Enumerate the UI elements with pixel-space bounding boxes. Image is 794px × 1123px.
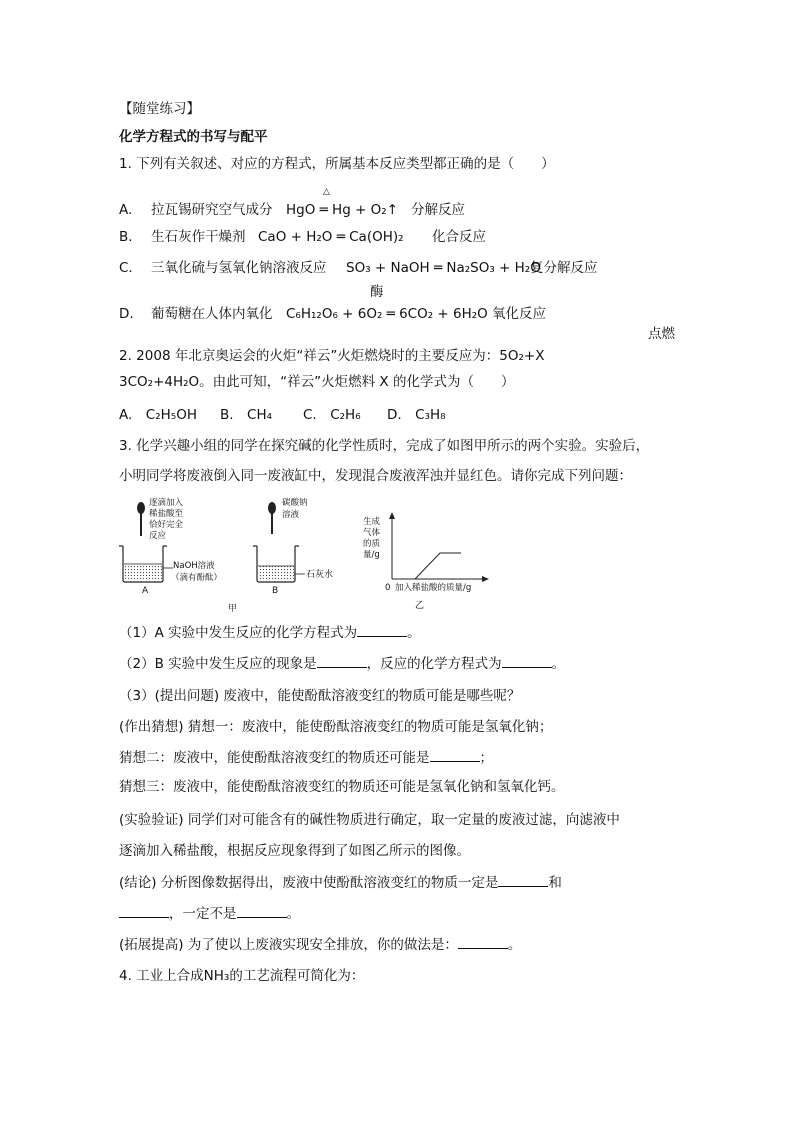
- dropper-bulb-a: [137, 502, 145, 514]
- svg-text:恰好完全: 恰好完全: [149, 520, 184, 530]
- q3-figure: [115, 496, 495, 614]
- beaker-a: [119, 497, 222, 596]
- label-jia: 甲: [228, 604, 238, 614]
- q3-guess3: 猜想三：废液中，能使酚酞溶液变红的物质还可能是氢氧化钠和氢氧化钙。: [119, 779, 565, 795]
- svg-text:B: B: [272, 586, 279, 596]
- answer-blank[interactable]: [502, 655, 552, 668]
- svg-text:碳酸钠: 碳酸钠: [282, 498, 308, 508]
- q3-intro-2: 小明同学将废液倒入同一废液缸中，发现混合废液浑浊并显红色。请你完成下列问题：: [119, 468, 632, 484]
- svg-text:稀盐酸至: 稀盐酸至: [149, 509, 184, 519]
- heat-mark: △: [323, 187, 330, 197]
- ignite-mark: 点燃: [648, 326, 675, 342]
- q3-guess2: 猜想二：废液中，能使酚酞溶液变红的物质还可能是 ；: [119, 750, 493, 766]
- svg-text:NaOH溶液: NaOH溶液: [173, 561, 215, 571]
- answer-blank[interactable]: [237, 905, 287, 918]
- q1-stem: 1. 下列有关叙述、对应的方程式，所属基本反应类型都正确的是（ ）: [119, 156, 555, 172]
- svg-text:石灰水: 石灰水: [306, 570, 334, 580]
- enzyme-mark: 酶: [370, 284, 384, 300]
- answer-blank[interactable]: [498, 874, 548, 887]
- q3-sub3: （3）(提出问题) 废液中，能使酚酞溶液变红的物质可能是哪些呢？: [119, 688, 521, 704]
- q2-line1: 2. 2008 年北京奥运会的火炬“祥云”火炬燃烧时的主要反应为：5O₂+X: [119, 348, 545, 364]
- dropper-bulb-b: [268, 502, 276, 514]
- section-title: 【随堂练习】: [119, 101, 200, 117]
- answer-blank[interactable]: [317, 655, 367, 668]
- svg-text:0: 0: [385, 583, 391, 593]
- q2-line2: 3CO₂+4H₂O。由此可知，“祥云”火炬燃料 X 的化学式为（ ）: [119, 374, 515, 390]
- answer-blank[interactable]: [119, 905, 169, 918]
- label-yi: 乙: [415, 601, 425, 611]
- q3-sub1: （1）A 实验中发生反应的化学方程式为 。: [119, 625, 421, 641]
- q3-verify-1: (实验验证) 同学们对可能含有的碱性物质进行确定，取一定量的废液过滤，向滤液中: [119, 812, 620, 828]
- graph-yi: [363, 512, 489, 611]
- q3-intro-1: 3. 化学兴趣小组的同学在探究碱的化学性质时，完成了如图甲所示的两个实验。实验后，: [119, 438, 650, 454]
- q3-guess1: (作出猜想) 猜想一：废液中，能使酚酞溶液变红的物质可能是氢氧化钠；: [119, 719, 553, 735]
- svg-text:量/g: 量/g: [363, 550, 380, 560]
- q3-sub2: （2）B 实验中发生反应的现象是 ，反应的化学方程式为 。: [119, 656, 566, 672]
- svg-text:溶液: 溶液: [282, 510, 300, 520]
- svg-text:A: A: [142, 586, 149, 596]
- svg-text:反应: 反应: [149, 531, 167, 541]
- q3-conclusion-2: ，一定不是 。: [119, 905, 300, 923]
- q3-conclusion-1: (结论) 分析图像数据得出，废液中使酚酞溶液变红的物质一定是 和: [119, 875, 562, 891]
- beaker-b: [253, 497, 333, 596]
- q3-verify-2: 逐滴加入稀盐酸，根据反应现象得到了如图乙所示的图像。: [119, 843, 470, 859]
- svg-text:逐滴加入: 逐滴加入: [149, 498, 184, 508]
- svg-text:生成: 生成: [363, 517, 381, 527]
- graph-curve: [415, 553, 461, 579]
- answer-blank[interactable]: [458, 936, 508, 949]
- q4-stem: 4. 工业上合成NH₃的工艺流程可简化为：: [119, 968, 365, 984]
- answer-blank[interactable]: [357, 624, 407, 637]
- answer-blank[interactable]: [430, 749, 480, 762]
- subtitle: 化学方程式的书写与配平: [119, 129, 268, 145]
- svg-text:的质: 的质: [363, 539, 381, 549]
- svg-text:加入稀盐酸的质量/g: 加入稀盐酸的质量/g: [395, 583, 472, 593]
- svg-text:气体: 气体: [363, 528, 381, 538]
- q3-extend: (拓展提高) 为了使以上废液实现安全排放，你的做法是： 。: [119, 937, 522, 953]
- svg-text:（滴有酚酞）: （滴有酚酞）: [171, 573, 223, 583]
